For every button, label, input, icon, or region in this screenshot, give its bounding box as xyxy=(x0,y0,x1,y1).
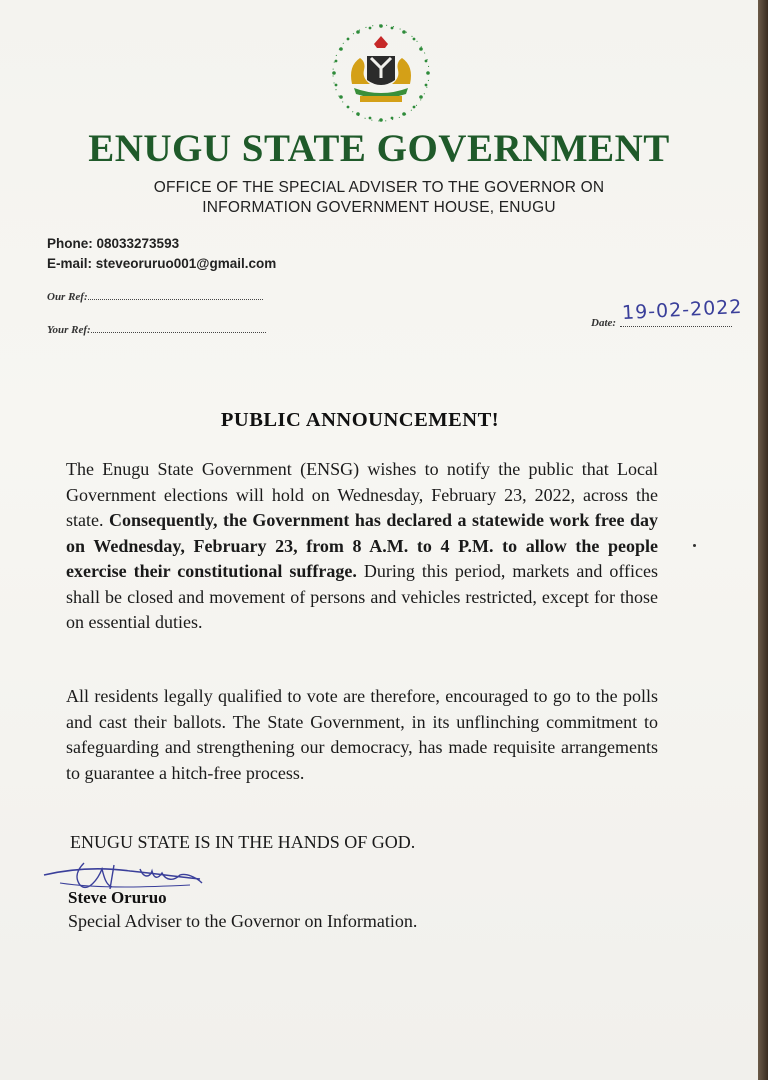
handwritten-date: 19-02-2022 xyxy=(621,295,743,325)
office-line-2: INFORMATION GOVERNMENT HOUSE, ENUGU xyxy=(202,199,556,216)
paragraph-1-outro: During this period, markets and offices shall be closed and movement of persons and vehicles restricted, except for those on essential duties. xyxy=(66,561,659,632)
our-ref-label: Our Ref: xyxy=(47,291,88,303)
signer-title: Special Adviser to the Governor on Information. xyxy=(68,911,418,931)
coat-of-arms-seal xyxy=(330,22,432,124)
our-ref-field xyxy=(47,289,263,303)
your-ref-label: Your Ref: xyxy=(47,324,91,336)
office-line-1: OFFICE OF THE SPECIAL ADVISER TO THE GOVERNOR ON xyxy=(153,179,605,196)
contact-block xyxy=(47,234,276,274)
your-ref-field xyxy=(47,322,266,336)
paper-speck xyxy=(693,544,696,547)
page-edge-shadow xyxy=(758,0,768,1080)
office-address xyxy=(0,178,758,218)
phone-number: Phone: 08033273593 xyxy=(47,236,180,251)
announcement-paragraph-1 xyxy=(66,457,658,636)
email-address: E-mail: steveoruruo001@gmail.com xyxy=(47,256,277,271)
date-line xyxy=(620,326,732,327)
announcement-paragraph-2: All residents legally qualified to vote are therefore, encouraged to go to the polls and cast their ballots. The State Government, in its unflinching commitment to safeguarding and strengthening our democracy, has made requisite arrangements to guarantee a hitch-free process. xyxy=(66,686,658,783)
date-label: Date: xyxy=(591,317,617,329)
government-title: ENUGU STATE GOVERNMENT xyxy=(88,127,670,170)
paragraph-1-intro: The Enugu State Government (ENSG) wishes to notify the public that Local Government elections will hold on Wednesday, February 23, 2022, across the state. xyxy=(66,459,658,530)
announcement-heading: PUBLIC ANNOUNCEMENT! xyxy=(220,409,500,431)
paragraph-1-bold: Consequently, the Government has declared a statewide work free day on Wednesday, February 23, from 8 A.M. to 4 P.M. to allow the people exercise their constitutional suffrage. xyxy=(66,510,658,581)
closing-motto: ENUGU STATE IS IN THE HANDS OF GOD. xyxy=(70,832,416,852)
signer-name: Steve Oruruo xyxy=(68,888,167,907)
